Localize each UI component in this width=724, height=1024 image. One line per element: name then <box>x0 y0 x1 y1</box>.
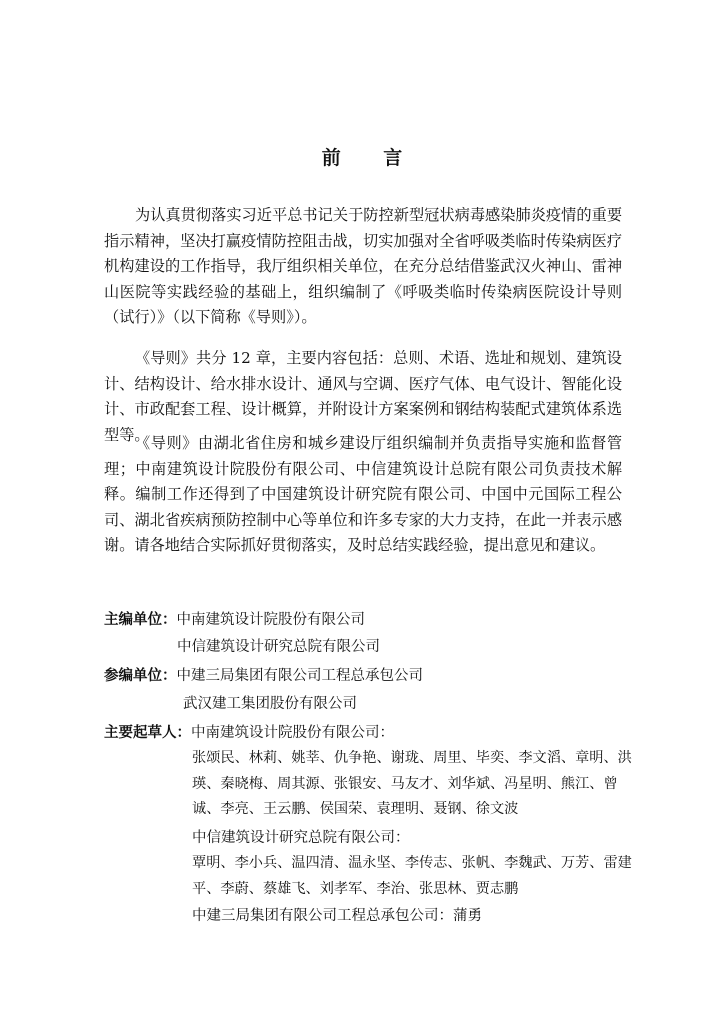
drafters-names-2: 覃明、李小兵、温四清、温永坚、李传志、张帆、李魏武、万芳、雷建平、李蔚、蔡雄飞、刘孝军、李治、张思林、贾志鹏 <box>192 855 632 897</box>
co-editor-row <box>104 663 423 689</box>
drafters-label: 主要起草人： <box>104 725 191 741</box>
drafters-names-1: 张颂民、林莉、姚莘、仇争艳、谢珑、周里、毕奕、李文滔、章明、洪瑛、秦晓梅、周其源、张银安、马友才、刘华斌、冯星明、熊江、曾诚、李亮、王云鹏、侯国荣、袁理明、聂钢、徐文波 <box>192 750 632 817</box>
co-editor-unit-2: 武汉建工集团股份有限公司 <box>183 696 357 712</box>
drafters-row <box>104 720 394 746</box>
preface-paragraph-2: 《导则》共分 12 章，主要内容包括：总则、术语、选址和规划、建筑设计、结构设计、给水排水设计、通风与空调、医疗气体、电气设计、智能化设计、市政配套工程、设计概算，并附设计方案案例和钢结构装配式建筑体系选型等。 <box>104 349 622 444</box>
chief-editor-label: 主编单位： <box>104 612 177 628</box>
drafters-names-3: 蒲勇 <box>453 908 482 924</box>
drafters-row-3 <box>192 903 482 929</box>
chief-editor-row <box>104 607 365 633</box>
drafters-org-2: 中信建筑设计研究总院有限公司： <box>192 830 410 846</box>
co-editor-label: 参编单位： <box>104 668 177 684</box>
chief-editor-unit-1: 中南建筑设计院股份有限公司 <box>176 612 365 628</box>
drafters-org-3: 中建三局集团有限公司工程总承包公司： <box>192 908 453 924</box>
drafters-org-1: 中南建筑设计院股份有限公司： <box>191 725 394 741</box>
co-editor-unit-1: 中建三局集团有限公司工程总承包公司 <box>176 668 423 684</box>
preface-paragraph-1: 为认真贯彻落实习近平总书记关于防控新型冠状病毒感染肺炎疫情的重要指示精神，坚决打赢疫情防控阻击战，切实加强对全省呼吸类临时传染病医疗机构建设的工作指导，我厅组织相关单位，在充分总结借鉴武汉火神山、雷神山医院等实践经验的基础上，组织编制了《呼吸类临时传染病医院设计导则（试行）》（以下简称《导则》）。 <box>104 206 622 326</box>
page-title: 前 言 <box>321 147 421 169</box>
preface-paragraph-3: 《导则》由湖北省住房和城乡建设厅组织编制并负责指导实施和监督管理；中南建筑设计院股份有限公司、中信建筑设计总院有限公司负责技术解释。编制工作还得到了中国建筑设计研究院有限公司、中国中元国际工程公司、湖北省疾病预防控制中心等单位和许多专家的大力支持，在此一并表示感谢。请各地结合实际抓好贯彻落实，及时总结实践经验，提出意见和建议。 <box>104 434 622 554</box>
chief-editor-unit-2: 中信建筑设计研究总院有限公司 <box>177 639 380 655</box>
